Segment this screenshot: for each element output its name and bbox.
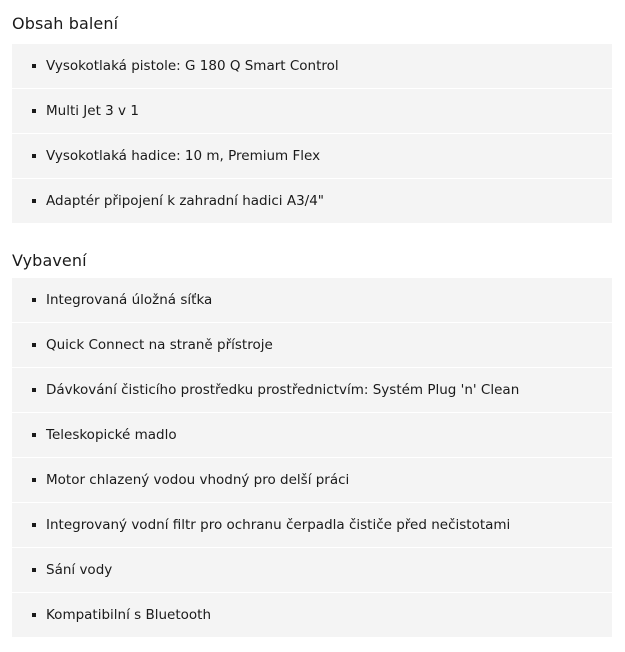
equipment-title: Vybavení xyxy=(12,251,87,270)
list-item-text: Sání vody xyxy=(46,562,113,578)
list-item xyxy=(12,323,612,368)
list-item xyxy=(12,413,612,458)
list-item-text: Kompatibilní s Bluetooth xyxy=(46,607,212,623)
list-item-text: Teleskopické madlo xyxy=(46,427,177,443)
list-item xyxy=(12,278,612,323)
list-item xyxy=(12,593,612,637)
list-item-text: Vysokotlaká hadice: 10 m, Premium Flex xyxy=(46,148,321,164)
list-item-text: Quick Connect na straně přístroje xyxy=(46,337,273,353)
list-item-text: Vysokotlaká pistole: G 180 Q Smart Control xyxy=(46,58,339,74)
package-contents-title: Obsah balení xyxy=(12,14,119,33)
equipment-list xyxy=(12,278,612,637)
list-item-text: Integrovaný vodní filtr pro ochranu čerpadla čističe před nečistotami xyxy=(46,517,511,533)
bullet-icon xyxy=(32,343,36,347)
package-contents-section xyxy=(12,12,612,223)
equipment-section xyxy=(12,249,612,637)
bullet-icon xyxy=(32,613,36,617)
bullet-icon xyxy=(32,388,36,392)
bullet-icon xyxy=(32,433,36,437)
bullet-icon xyxy=(32,154,36,158)
bullet-icon xyxy=(32,568,36,572)
list-item xyxy=(12,44,612,89)
bullet-icon xyxy=(32,109,36,113)
bullet-icon xyxy=(32,199,36,203)
list-item xyxy=(12,134,612,179)
list-item-text: Multi Jet 3 v 1 xyxy=(46,103,139,119)
list-item-text: Motor chlazený vodou vhodný pro delší práci xyxy=(46,472,350,488)
package-contents-list xyxy=(12,44,612,223)
bullet-icon xyxy=(32,64,36,68)
list-item-text: Dávkování čisticího prostředku prostřednictvím: Systém Plug 'n' Clean xyxy=(46,382,520,398)
list-item xyxy=(12,458,612,503)
bullet-icon xyxy=(32,523,36,527)
list-item-text: Adaptér připojení k zahradní hadici A3/4" xyxy=(46,193,325,209)
list-item xyxy=(12,548,612,593)
bullet-icon xyxy=(32,298,36,302)
list-item xyxy=(12,89,612,134)
list-item xyxy=(12,368,612,413)
list-item xyxy=(12,179,612,223)
bullet-icon xyxy=(32,478,36,482)
list-item-text: Integrovaná úložná síťka xyxy=(46,292,213,308)
list-item xyxy=(12,503,612,548)
